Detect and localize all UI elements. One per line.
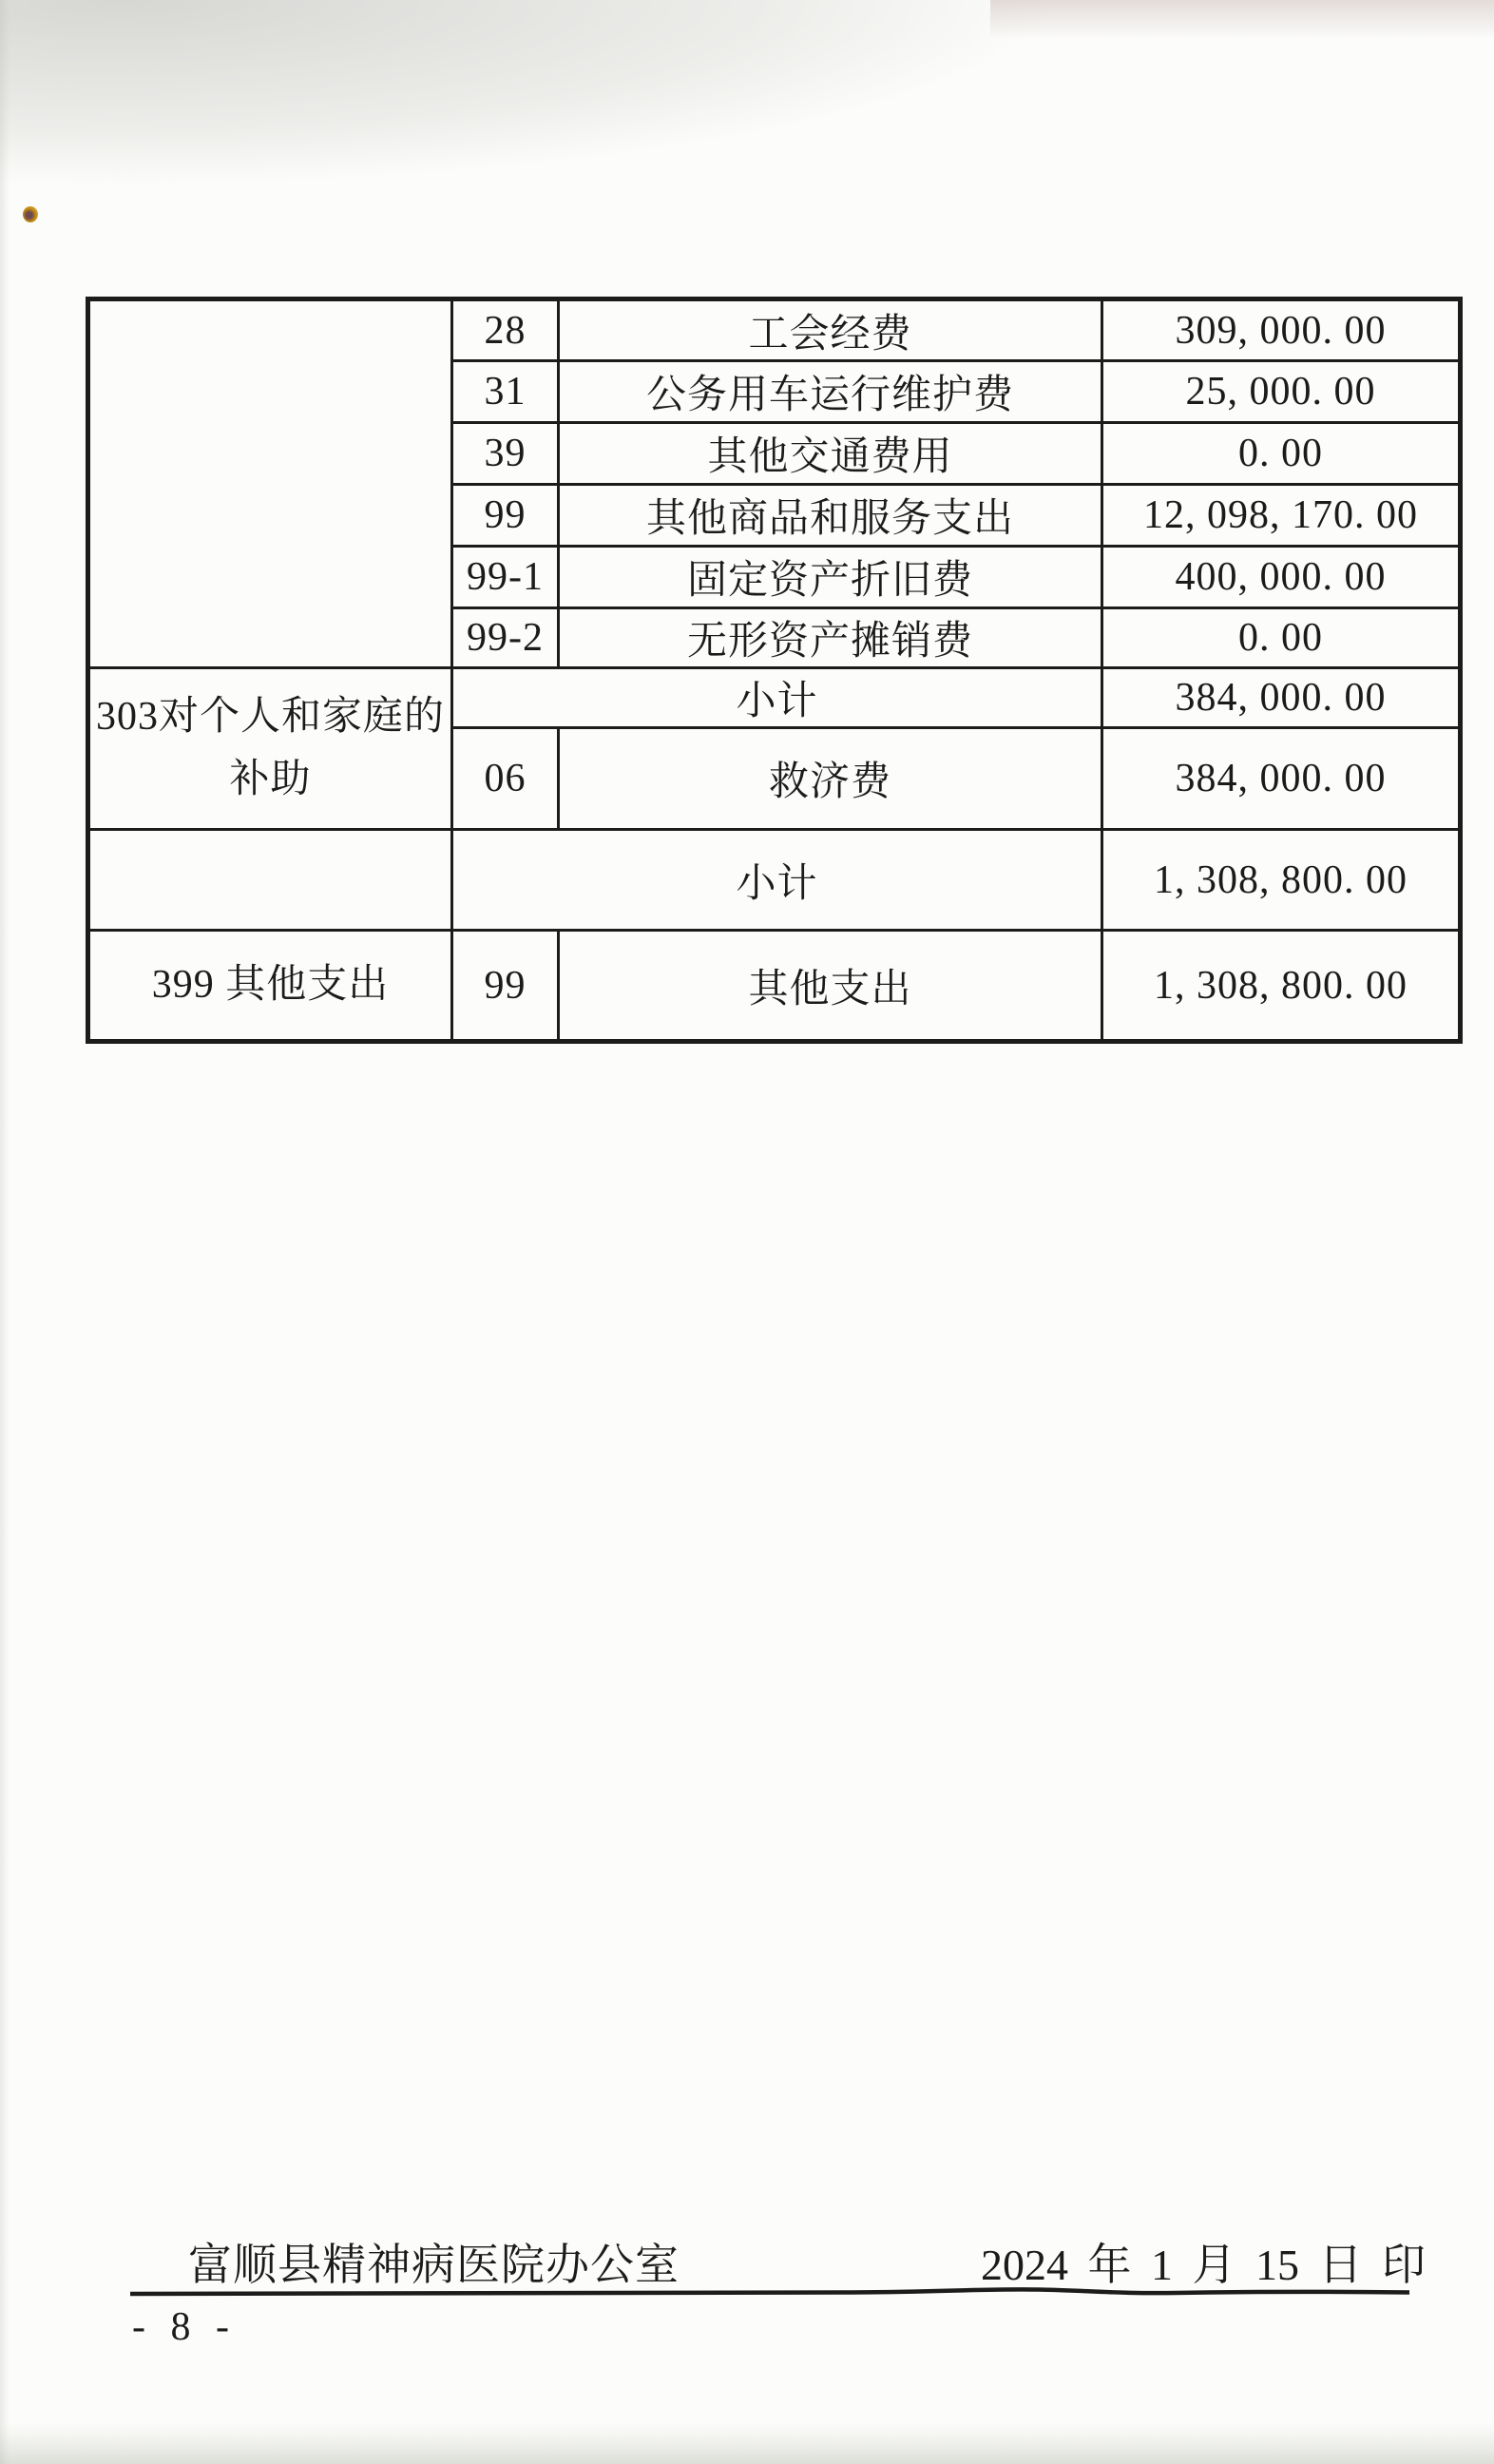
cell-amount: 400, 000. 00: [1102, 547, 1461, 608]
cell-amount: 309, 000. 00: [1102, 299, 1461, 361]
cell-name: 工会经费: [559, 299, 1102, 361]
cell-code: 99: [452, 485, 559, 547]
cell-amount: 0. 00: [1102, 423, 1461, 485]
cell-code: 99-2: [452, 608, 559, 668]
binding-hole-dot: [23, 206, 38, 222]
cell-code: 99-1: [452, 547, 559, 608]
cell-name: 固定资产折旧费: [559, 547, 1102, 608]
cell-code: 06: [452, 728, 559, 830]
cell-name: 其他交通费用: [559, 423, 1102, 485]
table-row-subtotal-303: [88, 668, 1461, 728]
cell-subtotal-label: 小计: [452, 668, 1102, 728]
cell-group-399: 399 其他支出: [88, 931, 452, 1042]
cell-code: 28: [452, 299, 559, 361]
budget-table: [86, 297, 1463, 1044]
scan-shadow-bottom: [0, 2422, 1494, 2464]
cell-subtotal-label: 小计: [452, 830, 1102, 931]
cell-group-empty: [88, 830, 452, 931]
cell-name: 其他商品和服务支出: [559, 485, 1102, 547]
cell-amount: 25, 000. 00: [1102, 361, 1461, 423]
cell-name: 无形资产摊销费: [559, 608, 1102, 668]
cell-subtotal-amount: 1, 308, 800. 00: [1102, 830, 1461, 931]
scan-streak-top-right: [990, 0, 1494, 44]
footer-print-date: 2024 年 1 月 15 日 印: [981, 2241, 1426, 2289]
cell-name: 公务用车运行维护费: [559, 361, 1102, 423]
scan-shadow-top: [0, 0, 1494, 247]
cell-amount: 384, 000. 00: [1102, 728, 1461, 830]
cell-code: 31: [452, 361, 559, 423]
cell-subtotal-amount: 384, 000. 00: [1102, 668, 1461, 728]
cell-name: 救济费: [559, 728, 1102, 830]
cell-name: 其他支出: [559, 931, 1102, 1042]
cell-amount: 1, 308, 800. 00: [1102, 931, 1461, 1042]
cell-group-empty: [88, 299, 452, 668]
cell-code: 99: [452, 931, 559, 1042]
footer-rule: [130, 2285, 1409, 2303]
group-303-label-line1: 303对个人和家庭的: [95, 695, 445, 740]
scan-shadow-left: [0, 0, 10, 2464]
table-row-subtotal-399: [88, 830, 1461, 931]
page-number: - 8 -: [132, 2305, 237, 2349]
cell-group-303: [88, 668, 452, 830]
cell-amount: 0. 00: [1102, 608, 1461, 668]
cell-code: 39: [452, 423, 559, 485]
cell-amount: 12, 098, 170. 00: [1102, 485, 1461, 547]
group-303-label-line2: 补助: [229, 757, 312, 801]
table-row: [88, 931, 1461, 1042]
footer-office-name: 富顺县精神病医院办公室: [188, 2241, 680, 2289]
table-row: [88, 299, 1461, 361]
